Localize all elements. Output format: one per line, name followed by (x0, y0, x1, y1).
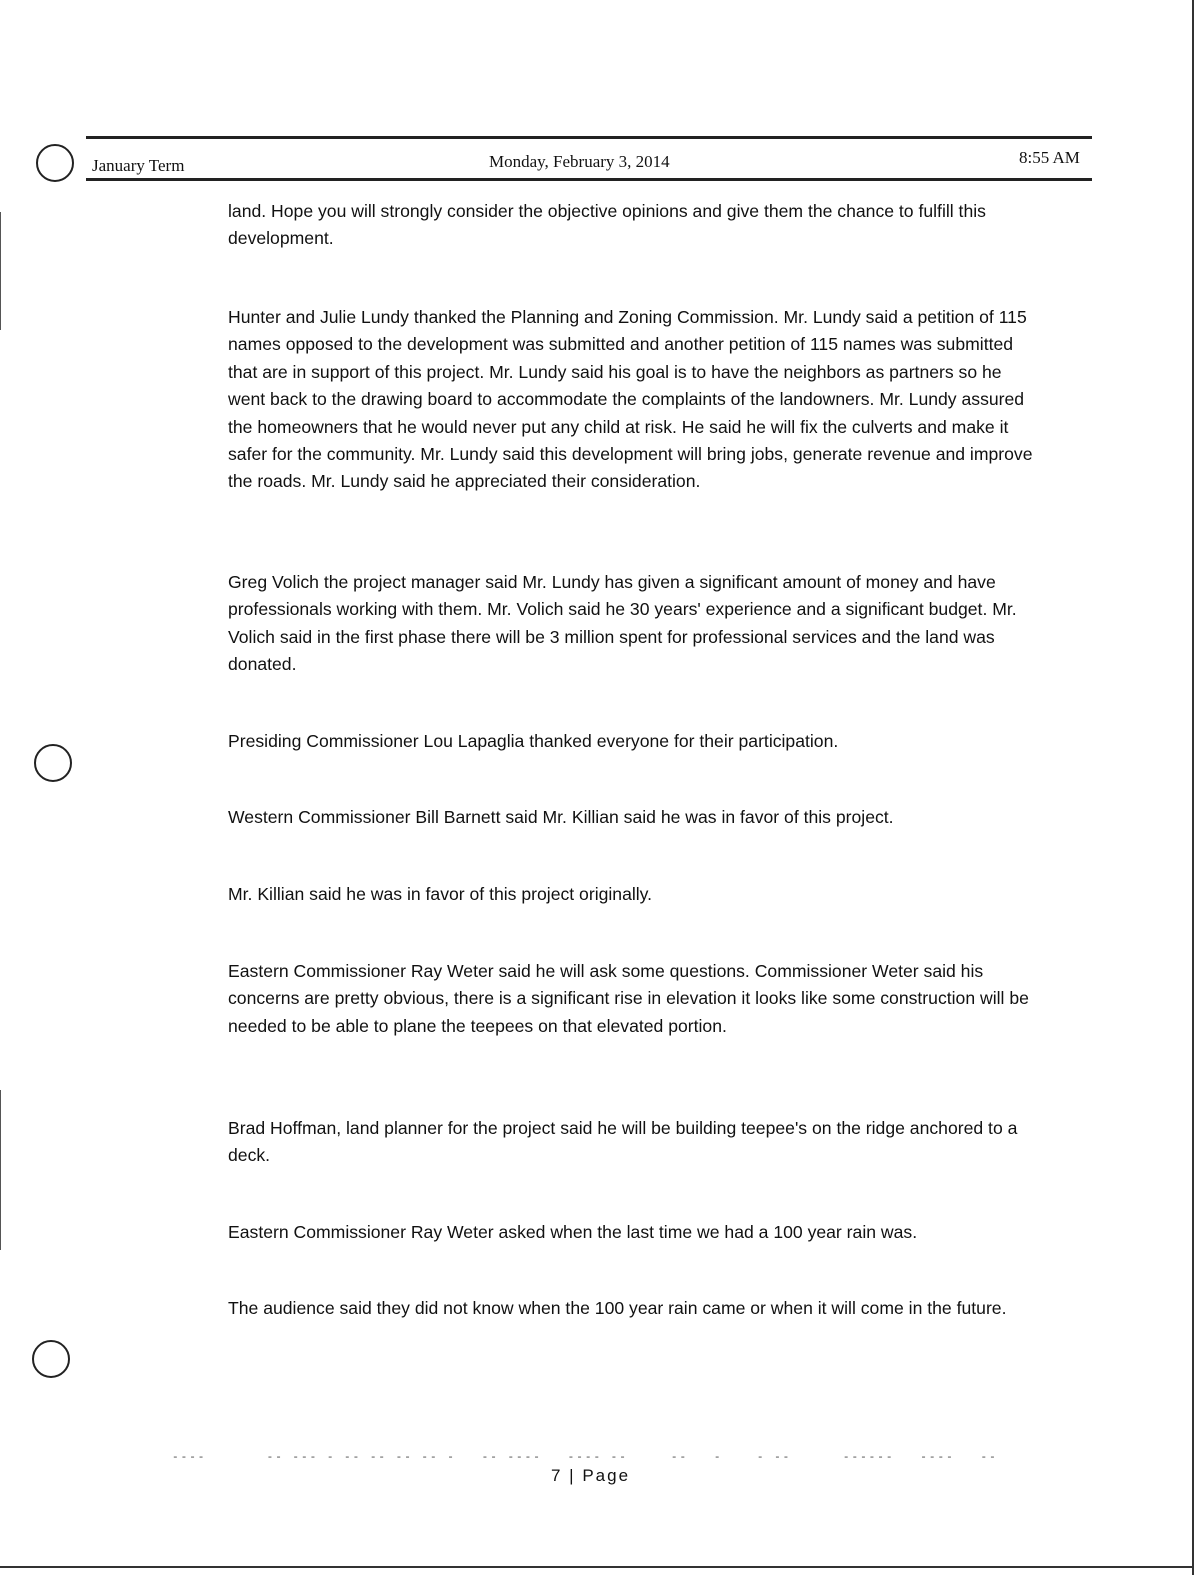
header-term: January Term (92, 156, 185, 175)
punch-hole-icon (32, 1340, 70, 1378)
paragraph: Eastern Commissioner Ray Weter asked when the last time we had a 100 year rain was. (228, 1222, 918, 1242)
paragraph: Eastern Commissioner Ray Weter said he will ask some questions. Commissioner Weter said his concerns are pretty obvious, there is a significant rise in elevation it looks like some construction will be needed to be able to plane the teepees on that elevated portion. (228, 961, 1029, 1036)
header-rule-top (86, 136, 1092, 139)
page-number: 7 | Page (551, 1466, 631, 1485)
paragraph: Hunter and Julie Lundy thanked the Planning and Zoning Commission. Mr. Lundy said a petition of 115 names opposed to the development was submitted and another petition of 115 names was submitted that are in support of this project. Mr. Lundy said his goal is to have the neighbors as partners so he went back to the drawing board to accommodate the complaints of the landowners. Mr. Lundy assured the homeowners that he would never put any child at risk. He said he will fix the culverts and make it safer for the community. Mr. Lundy said this development will bring jobs, generate revenue and improve the roads. Mr. Lundy said he appreciated their consideration. (228, 307, 1033, 492)
paragraph: Western Commissioner Bill Barnett said Mr. Killian said he was in favor of this project. (228, 807, 894, 827)
punch-hole-icon (34, 744, 72, 782)
page-edge-right (1192, 0, 1194, 1575)
page-edge-mark (0, 212, 1, 330)
paragraph: Greg Volich the project manager said Mr. Lundy has given a significant amount of money and have professionals working with them. Mr. Volich said he 30 years' experience and a significant budget. Mr. Volich said in the first phase there will be 3 million spent for professional services and the land was donated. (228, 572, 1017, 675)
paragraph: land. Hope you will strongly consider the objective opinions and give them the chance to fulfill this development. (228, 201, 986, 249)
page-edge-bottom (0, 1566, 1194, 1568)
paragraph: The audience said they did not know when the 100 year rain came or when it will come in the future. (228, 1298, 1007, 1318)
punch-hole-icon (36, 144, 74, 182)
header-time: 8:55 AM (1019, 148, 1080, 167)
paragraph: Mr. Killian said he was in favor of this project originally. (228, 884, 653, 904)
paragraph: Presiding Commissioner Lou Lapaglia thanked everyone for their participation. (228, 731, 839, 751)
header-rule-bottom (86, 178, 1092, 181)
paragraph: Brad Hoffman, land planner for the project said he will be building teepee's on the ridge anchored to a deck. (228, 1118, 1018, 1166)
footer-separator: ---- -- --- - -- -- -- -- - -- ---- ---- -- -- - - -- ------ ---- -- (172, 1452, 998, 1464)
page-edge-mark (0, 1090, 1, 1250)
header-date: Monday, February 3, 2014 (489, 152, 670, 171)
